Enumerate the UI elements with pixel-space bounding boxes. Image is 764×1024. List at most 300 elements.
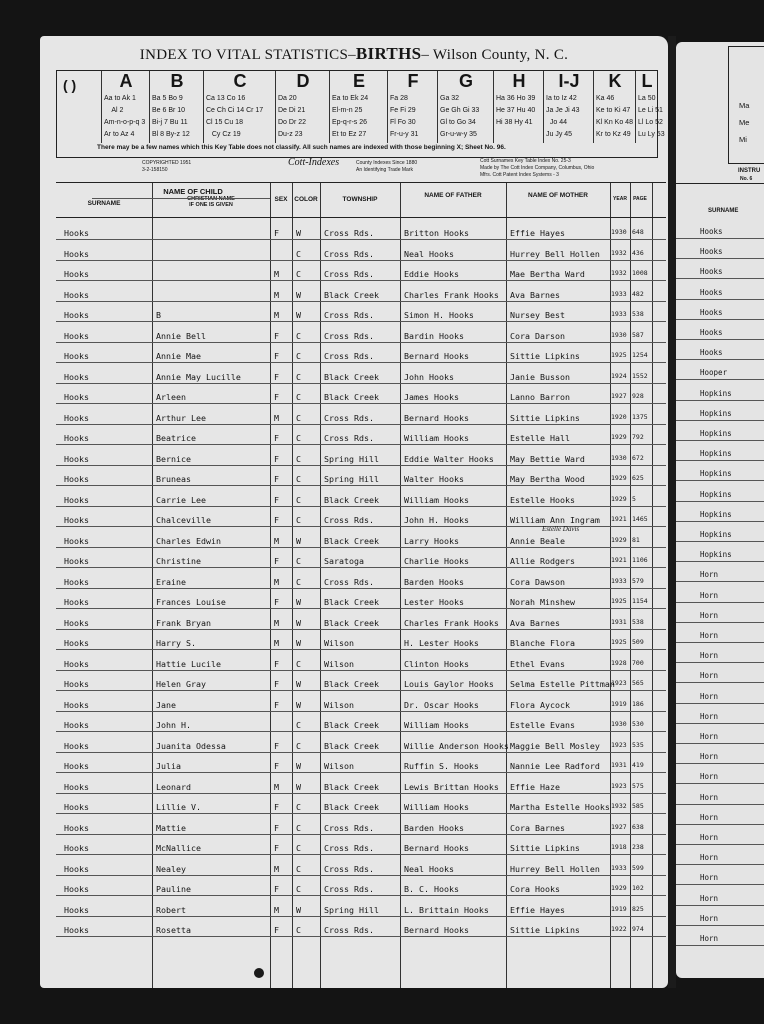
row-rule <box>56 608 666 609</box>
cell-mother: Cora Hooks <box>510 884 560 894</box>
cell-color: W <box>296 761 301 771</box>
cell-christian: Frances Louise <box>156 597 226 607</box>
key-column <box>493 71 544 143</box>
right-surname-cell: Horn <box>700 913 719 923</box>
cell-township: Black Creek <box>324 679 379 689</box>
cell-color: W <box>296 699 301 710</box>
cell-sex: M <box>274 617 279 628</box>
right-surname-cell: Hopkins <box>700 550 732 560</box>
cell-christian: Lillie V. <box>156 802 201 812</box>
key-letter: B <box>170 71 184 91</box>
cell-page: 928 <box>632 392 644 400</box>
cell-sex: F <box>274 474 279 484</box>
column-divider <box>320 183 321 988</box>
key-column <box>437 71 494 143</box>
key-letter: D <box>296 71 310 91</box>
cell-mother: Mae Bertha Ward <box>510 269 585 279</box>
cell-page: 419 <box>632 761 644 769</box>
key-letter: E <box>352 71 365 91</box>
cell-christian: Frank Bryan <box>156 617 211 628</box>
right-row-rule <box>676 682 764 683</box>
cell-mother: Estelle Evans <box>510 720 575 730</box>
cell-township: Black Creek <box>324 392 379 402</box>
right-no: No. 6 <box>740 176 753 182</box>
cell-surname: Hooks <box>64 679 89 689</box>
cell-township: Black Creek <box>324 535 379 546</box>
right-row-rule <box>676 703 764 704</box>
cell-year: 1919 <box>611 699 627 708</box>
key-letter: A <box>119 71 133 91</box>
cell-township: Cross Rds. <box>324 269 374 279</box>
right-surname-cell: Horn <box>700 812 719 822</box>
key-lines: Ka 46 Ke to Ki 47 Kl Kn Ko 48 Kr to Kz 49 <box>596 95 633 138</box>
right-row-rule <box>676 521 764 522</box>
right-surname-cell: Horn <box>700 934 719 943</box>
right-surname-header: SURNAME <box>708 208 739 214</box>
cell-township: Cross Rds. <box>324 228 374 238</box>
cell-page: 1254 <box>632 351 648 359</box>
cell-sex: M <box>274 863 279 874</box>
cell-father: Larry Hooks <box>404 535 459 546</box>
index-page <box>40 36 668 988</box>
cell-page: 535 <box>632 740 644 749</box>
right-surname-cell: Horn <box>700 732 719 741</box>
right-surname-cell: Hopkins <box>700 388 732 398</box>
right-surname-cell: Horn <box>700 752 719 762</box>
right-row-rule <box>676 824 764 825</box>
cell-color: C <box>296 925 301 935</box>
cell-color: C <box>296 453 301 464</box>
key-letter: L <box>641 71 653 91</box>
key-letter: F <box>407 71 419 91</box>
cell-christian: Pauline <box>156 884 191 894</box>
cell-page: 186 <box>632 699 644 708</box>
cell-sex: F <box>274 371 279 382</box>
row-rule <box>56 772 666 773</box>
right-key-line: Me <box>739 118 750 127</box>
right-row-rule <box>676 844 764 845</box>
header-father: NAME OF FATHER <box>424 192 482 199</box>
key-lines: La 50 Le Li 51 Ll Lo 52 Lu Ly 53 <box>638 95 665 138</box>
cell-mother: Sittie Lipkins <box>510 843 580 853</box>
key-lines: Ha 36 Ho 39 He 37 Hu 40 Hi 38 Hy 41 <box>496 95 536 126</box>
cell-year: 1929 <box>611 474 627 482</box>
cell-father: Charles Frank Hooks <box>404 617 499 628</box>
right-surname-cell: Hooks <box>700 307 723 317</box>
cell-christian: John H. <box>156 720 191 730</box>
cell-father: Barden Hooks <box>404 576 464 587</box>
cell-father: William Hooks <box>404 802 469 812</box>
cell-sex: F <box>274 515 279 525</box>
key-letter: G <box>458 71 473 91</box>
cell-mother: Sittie Lipkins <box>510 351 580 361</box>
cell-sex: F <box>274 822 279 833</box>
cell-year: 1921 <box>611 515 627 523</box>
right-row-rule <box>676 561 764 562</box>
cell-township: Black Creek <box>324 781 379 792</box>
cell-father: Charles Frank Hooks <box>404 289 499 300</box>
cell-christian: Annie Mae <box>156 351 201 361</box>
cell-mother: Sittie Lipkins <box>510 925 580 935</box>
cell-page: 538 <box>632 617 644 626</box>
row-rule <box>56 362 666 363</box>
cell-year: 1931 <box>611 617 627 626</box>
right-surname-cell: Hopkins <box>700 429 732 438</box>
row-rule <box>56 567 666 568</box>
cell-christian: Robert <box>156 904 186 915</box>
cell-mother: Estelle Hooks <box>510 494 575 505</box>
cell-surname: Hooks <box>64 597 89 607</box>
right-row-rule <box>676 622 764 623</box>
cell-page: 625 <box>632 474 644 482</box>
cell-mother: Effie Hayes <box>510 904 565 915</box>
cell-christian: Annie Bell <box>156 330 206 341</box>
cell-christian: Juanita Odessa <box>156 740 226 751</box>
row-rule <box>56 711 666 712</box>
cell-color: C <box>296 720 301 730</box>
cell-surname: Hooks <box>64 453 89 464</box>
row-rule <box>56 731 666 732</box>
cell-sex: F <box>274 453 279 464</box>
cell-surname: Hooks <box>64 720 89 730</box>
cell-page: 792 <box>632 433 644 441</box>
cell-father: Britton Hooks <box>404 228 469 238</box>
right-surname-cell: Horn <box>700 691 719 701</box>
cell-mother: May Bertha Wood <box>510 474 585 484</box>
cell-christian: Helen Gray <box>156 679 206 689</box>
header-rule <box>56 217 666 218</box>
cell-sex: F <box>274 740 279 751</box>
cell-color: C <box>296 412 301 423</box>
right-surname-cell: Horn <box>700 792 719 802</box>
cell-year: 1932 <box>611 269 627 277</box>
cell-sex: F <box>274 351 279 361</box>
cell-mother: Effie Haze <box>510 781 560 792</box>
key-letter: C <box>233 71 247 91</box>
cell-page: 825 <box>632 904 644 913</box>
cell-page: 587 <box>632 330 644 339</box>
cell-page: 81 <box>632 535 640 544</box>
column-divider <box>270 183 271 988</box>
row-rule <box>56 260 666 261</box>
cell-township: Spring Hill <box>324 453 379 464</box>
cell-color: C <box>296 371 301 382</box>
right-row-rule <box>676 581 764 582</box>
cell-township: Black Creek <box>324 494 379 505</box>
right-surname-cell: Hooks <box>700 247 723 257</box>
key-column <box>593 71 636 143</box>
cell-color: C <box>296 474 301 484</box>
page-title <box>40 44 668 66</box>
cell-township: Black Creek <box>324 597 379 607</box>
cell-father: H. Lester Hooks <box>404 638 479 648</box>
right-surname-cell: Hooks <box>700 328 723 337</box>
cell-year: 1932 <box>611 248 627 257</box>
cell-surname: Hooks <box>64 228 89 238</box>
key-lines: Ba 5 Bo 9 Be 6 Br 10 Bi-j 7 Bu 11 Bl 8 By-z 12 <box>152 95 190 138</box>
cell-surname: Hooks <box>64 699 89 710</box>
right-surname-cell: Hopkins <box>700 408 732 418</box>
cell-mother: Hurrey Bell Hollen <box>510 248 600 259</box>
cell-township: Spring Hill <box>324 474 379 484</box>
cell-surname: Hooks <box>64 802 89 812</box>
key-column <box>275 71 330 143</box>
cell-christian: Harry S. <box>156 638 196 648</box>
cell-sex: M <box>274 904 279 915</box>
cell-father: John Hooks <box>404 371 454 382</box>
cell-page: 1154 <box>632 597 648 605</box>
cell-color: C <box>296 822 301 833</box>
cell-township: Black Creek <box>324 617 379 628</box>
cell-sex: M <box>274 781 279 792</box>
cell-father: Walter Hooks <box>404 474 464 484</box>
cell-father: Bernard Hooks <box>404 412 469 423</box>
right-key-line: Ma <box>739 101 750 110</box>
cell-sex: F <box>274 556 279 566</box>
cell-mother: Blanche Flora <box>510 638 575 648</box>
key-letter: K <box>608 71 622 91</box>
right-row-rule <box>676 278 764 279</box>
cell-page: 1552 <box>632 371 648 380</box>
cell-year: 1920 <box>611 412 627 421</box>
key-lines: Aa to Ak 1 Al 2 Am-n-o-p-q 3 Ar to Az 4 <box>104 95 146 138</box>
right-row-rule <box>676 743 764 744</box>
cell-father: William Hooks <box>404 494 469 505</box>
cell-mother: Norah Minshew <box>510 597 575 607</box>
key-lines: Ca 13 Co 16 Ce Ch Ci 14 Cr 17 Cl 15 Cu 18 Cy Cz 19 <box>206 95 264 138</box>
cell-surname: Hooks <box>64 248 89 259</box>
cell-township: Cross Rds. <box>324 433 374 443</box>
row-rule <box>56 485 666 486</box>
right-row-rule <box>676 864 764 865</box>
right-row-rule <box>676 339 764 340</box>
right-row-rule <box>676 945 764 946</box>
column-divider <box>152 183 153 988</box>
cell-color: C <box>296 802 301 812</box>
right-surname-cell: Horn <box>700 610 719 620</box>
cell-sex: M <box>274 576 279 587</box>
right-row-rule <box>676 723 764 724</box>
header-sex: SEX <box>274 196 288 203</box>
row-rule <box>56 649 666 650</box>
cell-color: W <box>296 679 301 689</box>
cell-year: 1923 <box>611 740 627 749</box>
key-column <box>329 71 388 143</box>
cell-surname: Hooks <box>64 330 89 341</box>
right-row-rule <box>676 359 764 360</box>
cell-mother: Nannie Lee Radford <box>510 761 600 771</box>
cell-christian: Arthur Lee <box>156 412 206 423</box>
cell-color: C <box>296 843 301 853</box>
cell-surname: Hooks <box>64 617 89 628</box>
cell-page: 509 <box>632 638 644 646</box>
cell-year: 1923 <box>611 679 627 687</box>
name-subheader-rule <box>92 198 270 199</box>
cell-mother: Flora Aycock <box>510 699 570 710</box>
right-row-rule <box>676 783 764 784</box>
cell-township: Black Creek <box>324 720 379 730</box>
cell-christian: Hattie Lucile <box>156 658 221 669</box>
cell-father: Simon H. Hooks <box>404 310 474 320</box>
cell-father: William Hooks <box>404 720 469 730</box>
cell-page: 648 <box>632 228 644 236</box>
title-births: BIRTHS <box>355 44 422 63</box>
header-surname: SURNAME <box>87 200 121 207</box>
cell-surname: Hooks <box>64 371 89 382</box>
cell-township: Wilson <box>324 658 354 669</box>
cell-page: 638 <box>632 822 644 831</box>
cell-christian: Julia <box>156 761 181 771</box>
cell-sex: F <box>274 494 279 505</box>
cell-surname: Hooks <box>64 535 89 546</box>
cell-surname: Hooks <box>64 638 89 648</box>
row-rule <box>56 854 666 855</box>
cell-township: Wilson <box>324 638 354 648</box>
right-row-rule <box>676 602 764 603</box>
cell-surname: Hooks <box>64 474 89 484</box>
cell-township: Black Creek <box>324 802 379 812</box>
row-rule <box>56 321 666 322</box>
row-rule <box>56 444 666 445</box>
cell-year: 1932 <box>611 802 627 810</box>
column-divider <box>400 183 401 988</box>
cell-surname: Hooks <box>64 904 89 915</box>
cell-mother: Maggie Bell Mosley <box>510 740 600 751</box>
cell-christian: B <box>156 310 161 320</box>
row-rule <box>56 793 666 794</box>
cell-year: 1925 <box>611 638 627 646</box>
cell-color: W <box>296 904 301 915</box>
right-surname-cell: Horn <box>700 590 719 600</box>
cell-christian: Christine <box>156 556 201 566</box>
key-lines: Ia to Iz 42 Ja Je Ji 43 Jo 44 Ju Jy 45 <box>546 95 580 138</box>
cell-christian: Nealey <box>156 863 186 874</box>
key-lines: Da 20 De Di 21 Do Dr 22 Du-z 23 <box>278 95 307 138</box>
cell-sex: F <box>274 925 279 935</box>
cell-year: 1930 <box>611 453 627 462</box>
cell-year: 1929 <box>611 494 627 503</box>
right-row-rule <box>676 884 764 885</box>
index-table <box>56 182 666 988</box>
cell-page: 672 <box>632 453 644 462</box>
publisher-row <box>60 158 660 182</box>
header-page: PAGE <box>633 196 647 202</box>
cell-color: W <box>296 617 301 628</box>
cell-year: 1933 <box>611 863 627 872</box>
cell-christian: Eraine <box>156 576 186 587</box>
cell-father: Neal Hooks <box>404 248 454 259</box>
cell-father: Bernard Hooks <box>404 843 469 853</box>
cell-color: C <box>296 740 301 751</box>
cell-color: C <box>296 351 301 361</box>
cell-page: 1106 <box>632 556 648 564</box>
cell-color: W <box>296 535 301 546</box>
right-row-rule <box>676 258 764 259</box>
cell-page: 1008 <box>632 269 648 277</box>
row-rule <box>56 916 666 917</box>
cell-page: 1375 <box>632 412 648 421</box>
cell-page: 5 <box>632 494 636 503</box>
right-row-rule <box>676 905 764 906</box>
key-paren: ( ) <box>63 77 77 93</box>
row-rule <box>56 280 666 281</box>
cell-sex: F <box>274 228 279 238</box>
cell-color: W <box>296 781 301 792</box>
column-divider <box>630 183 631 988</box>
row-rule <box>56 670 666 671</box>
right-header-rule <box>676 183 764 184</box>
cell-page: 700 <box>632 658 644 667</box>
cell-father: Eddie Walter Hooks <box>404 453 494 464</box>
book-binding <box>668 36 676 988</box>
cell-father: Lester Hooks <box>404 597 464 607</box>
column-divider <box>292 183 293 988</box>
cell-christian: Bruneas <box>156 474 191 484</box>
key-column <box>543 71 594 143</box>
cell-surname: Hooks <box>64 658 89 669</box>
row-rule <box>56 239 666 240</box>
cell-township: Saratoga <box>324 556 364 566</box>
right-row-rule <box>676 460 764 461</box>
cell-father: Clinton Hooks <box>404 658 469 669</box>
cell-sex: M <box>274 289 279 300</box>
right-key-lines <box>739 97 749 148</box>
row-rule <box>56 588 666 589</box>
cell-mother: Selma Estelle Pittman <box>510 679 615 689</box>
cell-father: Dr. Oscar Hooks <box>404 699 479 710</box>
cell-color: C <box>296 658 301 669</box>
cell-surname: Hooks <box>64 392 89 402</box>
cell-township: Black Creek <box>324 289 379 300</box>
cell-sex: M <box>274 535 279 546</box>
cell-father: Eddie Hooks <box>404 269 459 279</box>
right-row-rule <box>676 501 764 502</box>
cell-sex: F <box>274 843 279 853</box>
cell-sex: F <box>274 802 279 812</box>
cell-page: 530 <box>632 720 644 728</box>
right-row-rule <box>676 925 764 926</box>
cell-township: Cross Rds. <box>324 863 374 874</box>
cell-township: Spring Hill <box>324 904 379 915</box>
cell-year: 1930 <box>611 228 627 236</box>
cell-surname: Hooks <box>64 925 89 935</box>
right-surname-cell: Horn <box>700 833 719 842</box>
cell-township: Cross Rds. <box>324 822 374 833</box>
cell-color: C <box>296 576 301 587</box>
right-surname-cell: Hopkins <box>700 469 732 479</box>
cell-color: W <box>296 228 301 238</box>
right-surname-cell: Horn <box>700 671 719 681</box>
cell-father: Lewis Brittan Hooks <box>404 781 499 792</box>
cell-sex: F <box>274 699 279 710</box>
cell-year: 1929 <box>611 535 627 544</box>
cell-page: 436 <box>632 248 644 257</box>
key-column <box>149 71 204 143</box>
cell-father: Bardin Hooks <box>404 330 464 341</box>
cell-mother: Ava Barnes <box>510 617 560 628</box>
right-row-rule <box>676 400 764 401</box>
cell-year: 1923 <box>611 781 627 790</box>
key-lines: Fa 28 Fe Fi 29 Fl Fo 30 Fr-u-y 31 <box>390 95 419 138</box>
key-column <box>635 71 665 143</box>
cell-christian: Leonard <box>156 781 191 792</box>
cell-sex: M <box>274 412 279 423</box>
row-rule <box>56 813 666 814</box>
right-surname-cell: Hopkins <box>700 449 732 459</box>
cell-sex: F <box>274 658 279 669</box>
cell-year: 1924 <box>611 371 627 380</box>
cell-sex: F <box>274 761 279 771</box>
